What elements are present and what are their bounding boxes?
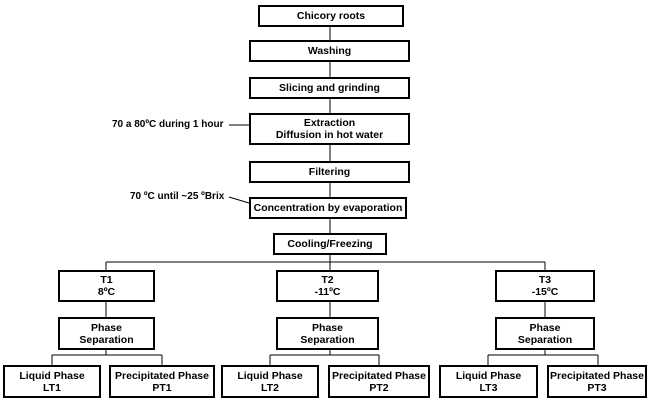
- phase-line2: PT3: [587, 381, 607, 394]
- treatment-t1: [58, 270, 155, 302]
- phase-line1: Precipitated Phase: [332, 369, 426, 382]
- step-chicory-roots: [258, 5, 404, 27]
- treatment-name: T1: [100, 274, 113, 286]
- precipitated-phase-pt1: [109, 365, 215, 398]
- treatment-temperature: -11ºC: [314, 286, 341, 298]
- phase-line1: Liquid Phase: [455, 369, 522, 382]
- step-cooling-freezing: [273, 233, 387, 255]
- phase-line1: Precipitated Phase: [550, 369, 644, 382]
- treatment-temperature: 8ºC: [97, 286, 116, 298]
- phase-line1: Liquid Phase: [19, 369, 85, 382]
- phase-separation-t2: [276, 317, 379, 350]
- phase-separation-t1: [58, 317, 155, 350]
- treatment-temperature: -15ºC: [531, 286, 559, 298]
- note-extraction-condition: 70 a 80ºC during 1 hour: [112, 119, 224, 130]
- phase-line1: Liquid Phase: [237, 369, 303, 382]
- liquid-phase-lt1: [3, 365, 101, 398]
- liquid-phase-lt3: [439, 365, 538, 398]
- precipitated-phase-pt3: [547, 365, 647, 398]
- step-slicing-grinding: [249, 77, 410, 99]
- precipitated-phase-pt2: [328, 365, 430, 398]
- note-concentration-condition: 70 ºC until ~25 ºBrix: [130, 191, 225, 202]
- connector-concentration-note: [229, 197, 249, 203]
- step-label: Chicory roots: [296, 10, 366, 22]
- step-label: Cooling/Freezing: [287, 238, 373, 250]
- step-concentration: [249, 197, 407, 219]
- phase-line2: PT2: [369, 381, 389, 394]
- treatment-name: T3: [538, 274, 552, 286]
- step-washing: [249, 40, 410, 62]
- separation-line1: Phase: [91, 321, 122, 334]
- step-extraction: [249, 113, 410, 145]
- phase-line2: LT2: [261, 381, 279, 394]
- phase-line2: PT1: [152, 381, 172, 394]
- separation-line2: Separation: [517, 333, 573, 346]
- liquid-phase-lt2: [221, 365, 319, 398]
- phase-line1: Precipitated Phase: [115, 369, 209, 382]
- step-label: Filtering: [308, 166, 351, 178]
- step-label-line1: Extraction: [303, 117, 356, 129]
- separation-line2: Separation: [79, 333, 134, 346]
- step-label-line2: Diffusion in hot water: [275, 129, 384, 141]
- phase-separation-t3: [495, 317, 595, 350]
- separation-line1: Phase: [312, 321, 343, 334]
- treatment-name: T2: [321, 274, 334, 286]
- step-filtering: [249, 161, 410, 183]
- step-label: Washing: [307, 45, 352, 57]
- phase-line2: LT3: [479, 381, 498, 394]
- separation-line2: Separation: [300, 333, 355, 346]
- treatment-t2: [276, 270, 379, 302]
- step-label: Slicing and grinding: [279, 82, 380, 94]
- step-label: Concentration by evaporation: [253, 202, 403, 214]
- separation-line1: Phase: [529, 321, 561, 334]
- treatment-t3: [495, 270, 595, 302]
- phase-line2: LT1: [43, 381, 61, 394]
